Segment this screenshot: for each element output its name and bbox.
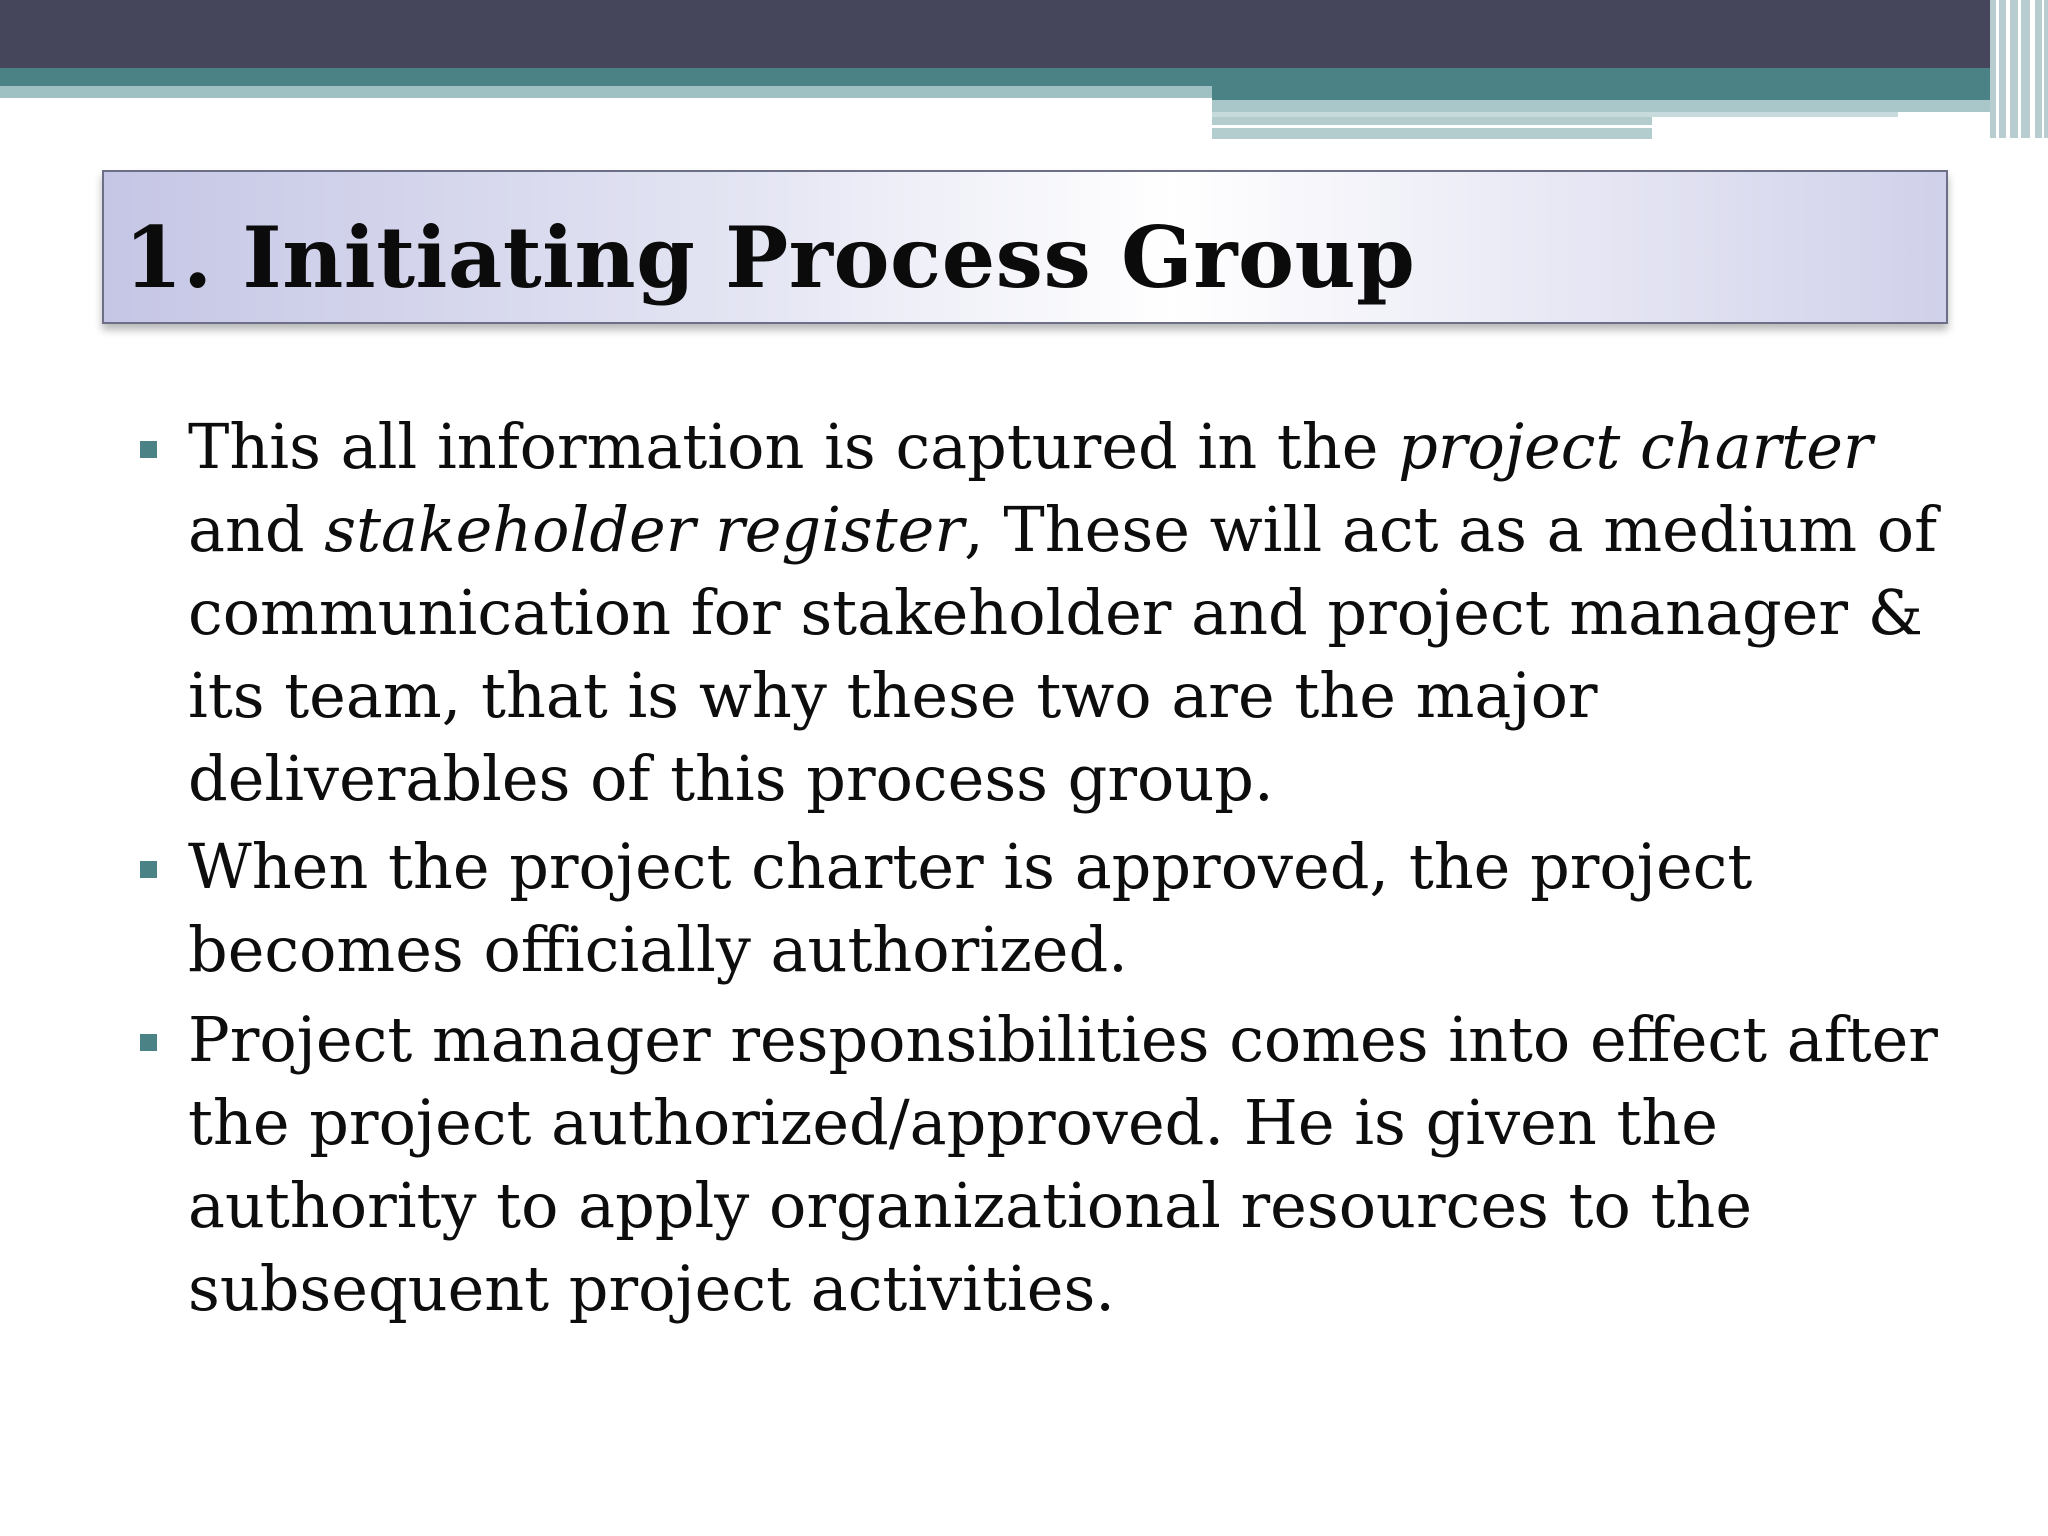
bullet-3-text: Project manager responsibilities comes into effect after the project authorized/approved. He is given the authority to apply organizational resources to the subsequent project activities. <box>188 1003 1938 1325</box>
header-line-gap <box>1212 125 1652 128</box>
bullet-item-1 <box>188 405 1998 820</box>
bullet-item-3 <box>188 998 1998 1330</box>
bullet-marker-icon <box>140 1034 157 1051</box>
bullet-1-text-b: and <box>188 493 325 566</box>
bullet-marker-icon <box>140 441 157 458</box>
header-edge-stripes <box>1990 0 2048 138</box>
bullet-1-text-a: This all information is captured in the <box>188 410 1399 483</box>
header-band-light <box>0 86 1212 98</box>
bullet-1-project-charter: project charter <box>1398 410 1873 483</box>
header-line-short <box>1212 117 1652 139</box>
bullet-2-text: When the project charter is approved, the project becomes officially authorized. <box>188 830 1753 986</box>
bullet-item-2 <box>188 825 1998 991</box>
header-band-dark <box>0 0 2048 68</box>
slide-title-box <box>102 170 1948 324</box>
bullet-marker-icon <box>140 861 157 878</box>
bullet-1-stakeholder-register: stakeholder register <box>324 493 964 566</box>
slide-title: 1. Initiating Process Group <box>124 208 1416 307</box>
header-band-right-teal <box>1212 86 1990 100</box>
header-band-teal <box>0 68 1990 86</box>
bullet-1-text-c: , These will act as a medium of communication for stakeholder and project manager & its team, that is why these two are the major deliverables of this process group. <box>188 493 1938 815</box>
header-band-right-light <box>1212 100 1990 112</box>
